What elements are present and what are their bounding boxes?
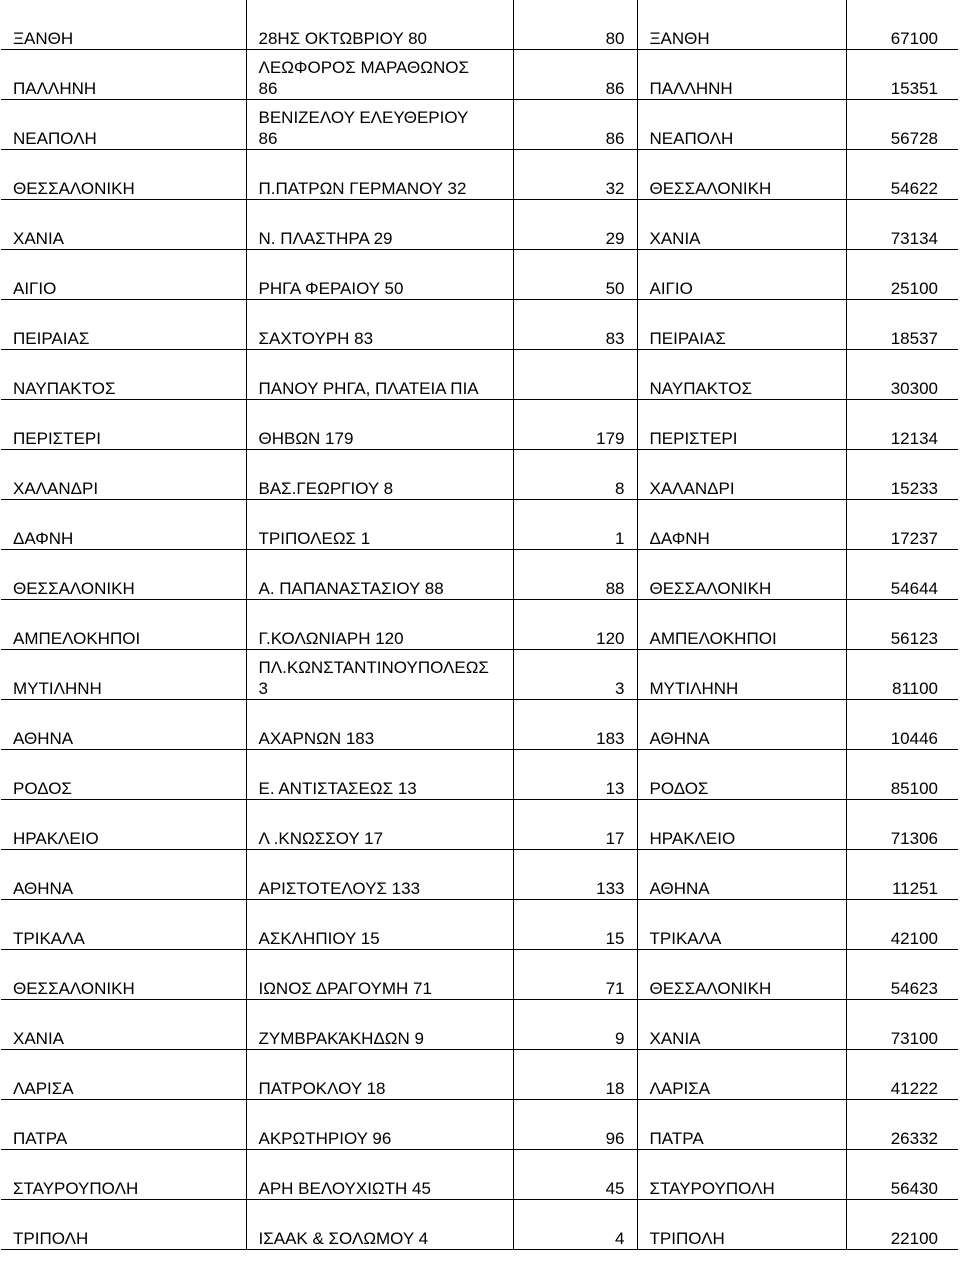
city-cell: ΣΤΑΥΡΟΥΠΟΛΗ — [1, 1149, 246, 1199]
table-row — [1, 299, 958, 349]
city-cell: ΑΘΗΝΑ — [1, 849, 246, 899]
street-address-cell: Α. ΠΑΠΑΝΑΣΤΑΣΙΟΥ 88 — [246, 549, 513, 599]
street-address-cell: ΙΩΝΟΣ ΔΡΑΓΟΥΜΗ 71 — [246, 949, 513, 999]
postal-city-cell: ΤΡΙΠΟΛΗ — [637, 1199, 846, 1249]
street-address-cell: ΑΚΡΩΤΗΡΙΟΥ 96 — [246, 1099, 513, 1149]
table-row — [1, 249, 958, 299]
city-cell: ΑΙΓΙΟ — [1, 249, 246, 299]
postal-code-cell: 12134 — [846, 399, 958, 449]
postal-code-cell: 73134 — [846, 199, 958, 249]
postal-city-cell: ΠΑΤΡΑ — [637, 1099, 846, 1149]
postal-code-cell: 15351 — [846, 49, 958, 99]
postal-city-cell: ΑΙΓΙΟ — [637, 249, 846, 299]
table-row — [1, 149, 958, 199]
postal-city-cell: ΠΑΛΛΗΝΗ — [637, 49, 846, 99]
street-number-cell: 71 — [513, 949, 637, 999]
postal-city-cell: ΑΘΗΝΑ — [637, 699, 846, 749]
street-number-cell: 88 — [513, 549, 637, 599]
postal-city-cell: ΧΑΝΙΑ — [637, 199, 846, 249]
table-row — [1, 449, 958, 499]
table-row — [1, 949, 958, 999]
city-cell: ΝΕΑΠΟΛΗ — [1, 99, 246, 149]
postal-code-cell: 85100 — [846, 749, 958, 799]
postal-city-cell: ΧΑΝΙΑ — [637, 999, 846, 1049]
street-number-cell: 15 — [513, 899, 637, 949]
street-number-cell: 80 — [513, 16, 637, 49]
city-cell: ΝΑΥΠΑΚΤΟΣ — [1, 349, 246, 399]
postal-code-cell: 30300 — [846, 349, 958, 399]
street-number-cell: 179 — [513, 399, 637, 449]
column-divider — [513, 0, 514, 16]
city-cell: ΘΕΣΣΑΛΟΝΙΚΗ — [1, 949, 246, 999]
city-cell: ΘΕΣΣΑΛΟΝΙΚΗ — [1, 149, 246, 199]
street-number-cell: 1 — [513, 499, 637, 549]
table-row — [1, 799, 958, 849]
table-row — [1, 49, 958, 99]
postal-code-cell: 26332 — [846, 1099, 958, 1149]
postal-city-cell: ΔΑΦΝΗ — [637, 499, 846, 549]
street-address-cell: ΡΗΓΑ ΦΕΡΑΙΟΥ 50 — [246, 249, 513, 299]
street-address-cell: Λ .ΚΝΩΣΣΟΥ 17 — [246, 799, 513, 849]
street-address-cell: ΑΣΚΛΗΠΙΟΥ 15 — [246, 899, 513, 949]
street-number-cell: 17 — [513, 799, 637, 849]
postal-city-cell: ΣΤΑΥΡΟΥΠΟΛΗ — [637, 1149, 846, 1199]
table-row — [1, 1049, 958, 1099]
table-row — [1, 16, 958, 49]
postal-city-cell: ΘΕΣΣΑΛΟΝΙΚΗ — [637, 149, 846, 199]
city-cell: ΧΑΝΙΑ — [1, 999, 246, 1049]
street-number-cell: 83 — [513, 299, 637, 349]
postal-code-cell: 73100 — [846, 999, 958, 1049]
street-address-cell: 28ΗΣ ΟΚΤΩΒΡΙΟΥ 80 — [246, 16, 513, 49]
postal-code-cell: 18537 — [846, 299, 958, 349]
street-address-cell: ΣΑΧΤΟΥΡΗ 83 — [246, 299, 513, 349]
postal-code-cell: 56430 — [846, 1149, 958, 1199]
postal-city-cell: ΝΑΥΠΑΚΤΟΣ — [637, 349, 846, 399]
city-cell: ΑΜΠΕΛΟΚΗΠΟΙ — [1, 599, 246, 649]
street-address-cell: ΒΕΝΙΖΕΛΟΥ ΕΛΕΥΘΕΡΙΟΥ 86 — [246, 99, 513, 149]
table-row — [1, 199, 958, 249]
city-cell: ΧΑΝΙΑ — [1, 199, 246, 249]
street-address-cell: ΑΧΑΡΝΩΝ 183 — [246, 699, 513, 749]
street-address-cell: ΛΕΩΦΟΡΟΣ ΜΑΡΑΘΩΝΟΣ 86 — [246, 49, 513, 99]
postal-code-cell: 15233 — [846, 449, 958, 499]
table-row — [1, 1149, 958, 1199]
postal-city-cell: ΘΕΣΣΑΛΟΝΙΚΗ — [637, 549, 846, 599]
street-address-cell: ΑΡΗ ΒΕΛΟΥΧΙΩΤΗ 45 — [246, 1149, 513, 1199]
street-address-cell: ΙΣΑΑΚ & ΣΟΛΩΜΟΥ 4 — [246, 1199, 513, 1249]
postal-code-cell: 11251 — [846, 849, 958, 899]
postal-code-cell: 54622 — [846, 149, 958, 199]
street-number-cell: 3 — [513, 649, 637, 699]
postal-code-cell: 10446 — [846, 699, 958, 749]
street-address-cell: Ε. ΑΝΤΙΣΤΑΣΕΩΣ 13 — [246, 749, 513, 799]
street-number-cell: 8 — [513, 449, 637, 499]
table-row — [1, 649, 958, 699]
postal-code-cell: 22100 — [846, 1199, 958, 1249]
city-cell: ΡΟΔΟΣ — [1, 749, 246, 799]
column-divider — [246, 0, 247, 16]
street-number-cell: 96 — [513, 1099, 637, 1149]
city-cell: ΞΑΝΘΗ — [1, 16, 246, 49]
street-number-cell: 50 — [513, 249, 637, 299]
table-row — [1, 999, 958, 1049]
street-number-cell: 86 — [513, 99, 637, 149]
city-cell: ΠΑΛΛΗΝΗ — [1, 49, 246, 99]
street-number-cell: 120 — [513, 599, 637, 649]
table-top-edge — [0, 0, 960, 16]
postal-code-cell: 54623 — [846, 949, 958, 999]
postal-city-cell: ΠΕΡΙΣΤΕΡΙ — [637, 399, 846, 449]
table-row — [1, 749, 958, 799]
table-row — [1, 899, 958, 949]
street-address-cell: ΖΥΜΒΡΑΚΆΚΗΔΩΝ 9 — [246, 999, 513, 1049]
table-row — [1, 1099, 958, 1149]
table-row — [1, 699, 958, 749]
postal-city-cell: ΜΥΤΙΛΗΝΗ — [637, 649, 846, 699]
postal-code-cell: 67100 — [846, 16, 958, 49]
street-address-cell: ΠΑΝΟΥ ΡΗΓΑ, ΠΛΑΤΕΙΑ ΠΙΑ — [246, 349, 513, 399]
address-table-body — [1, 16, 958, 1249]
table-row — [1, 1199, 958, 1249]
column-divider — [846, 0, 847, 16]
address-table — [1, 16, 958, 1250]
postal-city-cell: ΠΕΙΡΑΙΑΣ — [637, 299, 846, 349]
column-divider — [637, 0, 638, 16]
street-number-cell: 13 — [513, 749, 637, 799]
table-row — [1, 99, 958, 149]
postal-code-cell: 41222 — [846, 1049, 958, 1099]
street-number-cell: 45 — [513, 1149, 637, 1199]
postal-code-cell: 25100 — [846, 249, 958, 299]
city-cell: ΧΑΛΑΝΔΡΙ — [1, 449, 246, 499]
street-number-cell: 9 — [513, 999, 637, 1049]
street-address-cell: ΠΛ.ΚΩΝΣΤΑΝΤΙΝΟΥΠΟΛΕΩΣ 3 — [246, 649, 513, 699]
city-cell: ΛΑΡΙΣΑ — [1, 1049, 246, 1099]
postal-code-cell: 56728 — [846, 99, 958, 149]
street-number-cell: 183 — [513, 699, 637, 749]
city-cell: ΠΑΤΡΑ — [1, 1099, 246, 1149]
city-cell: ΗΡΑΚΛΕΙΟ — [1, 799, 246, 849]
table-row — [1, 399, 958, 449]
city-cell: ΘΕΣΣΑΛΟΝΙΚΗ — [1, 549, 246, 599]
street-address-cell: Γ.ΚΟΛΩΝΙΑΡΗ 120 — [246, 599, 513, 649]
postal-code-cell: 17237 — [846, 499, 958, 549]
street-address-cell: ΠΑΤΡΟΚΛΟΥ 18 — [246, 1049, 513, 1099]
street-number-cell: 32 — [513, 149, 637, 199]
postal-city-cell: ΤΡΙΚΑΛΑ — [637, 899, 846, 949]
city-cell: ΔΑΦΝΗ — [1, 499, 246, 549]
city-cell: ΑΘΗΝΑ — [1, 699, 246, 749]
street-number-cell: 86 — [513, 49, 637, 99]
postal-city-cell: ΑΘΗΝΑ — [637, 849, 846, 899]
postal-city-cell: ΛΑΡΙΣΑ — [637, 1049, 846, 1099]
street-address-cell: ΘΗΒΩΝ 179 — [246, 399, 513, 449]
street-number-cell: 133 — [513, 849, 637, 899]
street-address-cell: Ν. ΠΛΑΣΤΗΡΑ 29 — [246, 199, 513, 249]
city-cell: ΠΕΡΙΣΤΕΡΙ — [1, 399, 246, 449]
street-address-cell: ΑΡΙΣΤΟΤΕΛΟΥΣ 133 — [246, 849, 513, 899]
city-cell: ΤΡΙΠΟΛΗ — [1, 1199, 246, 1249]
postal-city-cell: ΑΜΠΕΛΟΚΗΠΟΙ — [637, 599, 846, 649]
postal-city-cell: ΝΕΑΠΟΛΗ — [637, 99, 846, 149]
postal-city-cell: ΡΟΔΟΣ — [637, 749, 846, 799]
street-number-cell: 29 — [513, 199, 637, 249]
street-number-cell — [513, 349, 637, 399]
city-cell: ΤΡΙΚΑΛΑ — [1, 899, 246, 949]
street-address-cell: ΤΡΙΠΟΛΕΩΣ 1 — [246, 499, 513, 549]
table-row — [1, 849, 958, 899]
table-row — [1, 349, 958, 399]
postal-city-cell: ΞΑΝΘΗ — [637, 16, 846, 49]
table-row — [1, 499, 958, 549]
postal-city-cell: ΗΡΑΚΛΕΙΟ — [637, 799, 846, 849]
postal-code-cell: 81100 — [846, 649, 958, 699]
table-row — [1, 599, 958, 649]
city-cell: ΜΥΤΙΛΗΝΗ — [1, 649, 246, 699]
postal-code-cell: 54644 — [846, 549, 958, 599]
street-number-cell: 18 — [513, 1049, 637, 1099]
postal-code-cell: 56123 — [846, 599, 958, 649]
postal-city-cell: ΘΕΣΣΑΛΟΝΙΚΗ — [637, 949, 846, 999]
street-number-cell: 4 — [513, 1199, 637, 1249]
street-address-cell: Π.ΠΑΤΡΩΝ ΓΕΡΜΑΝΟΥ 32 — [246, 149, 513, 199]
street-address-cell: ΒΑΣ.ΓΕΩΡΓΙΟΥ 8 — [246, 449, 513, 499]
table-row — [1, 549, 958, 599]
postal-code-cell: 42100 — [846, 899, 958, 949]
postal-city-cell: ΧΑΛΑΝΔΡΙ — [637, 449, 846, 499]
city-cell: ΠΕΙΡΑΙΑΣ — [1, 299, 246, 349]
postal-code-cell: 71306 — [846, 799, 958, 849]
